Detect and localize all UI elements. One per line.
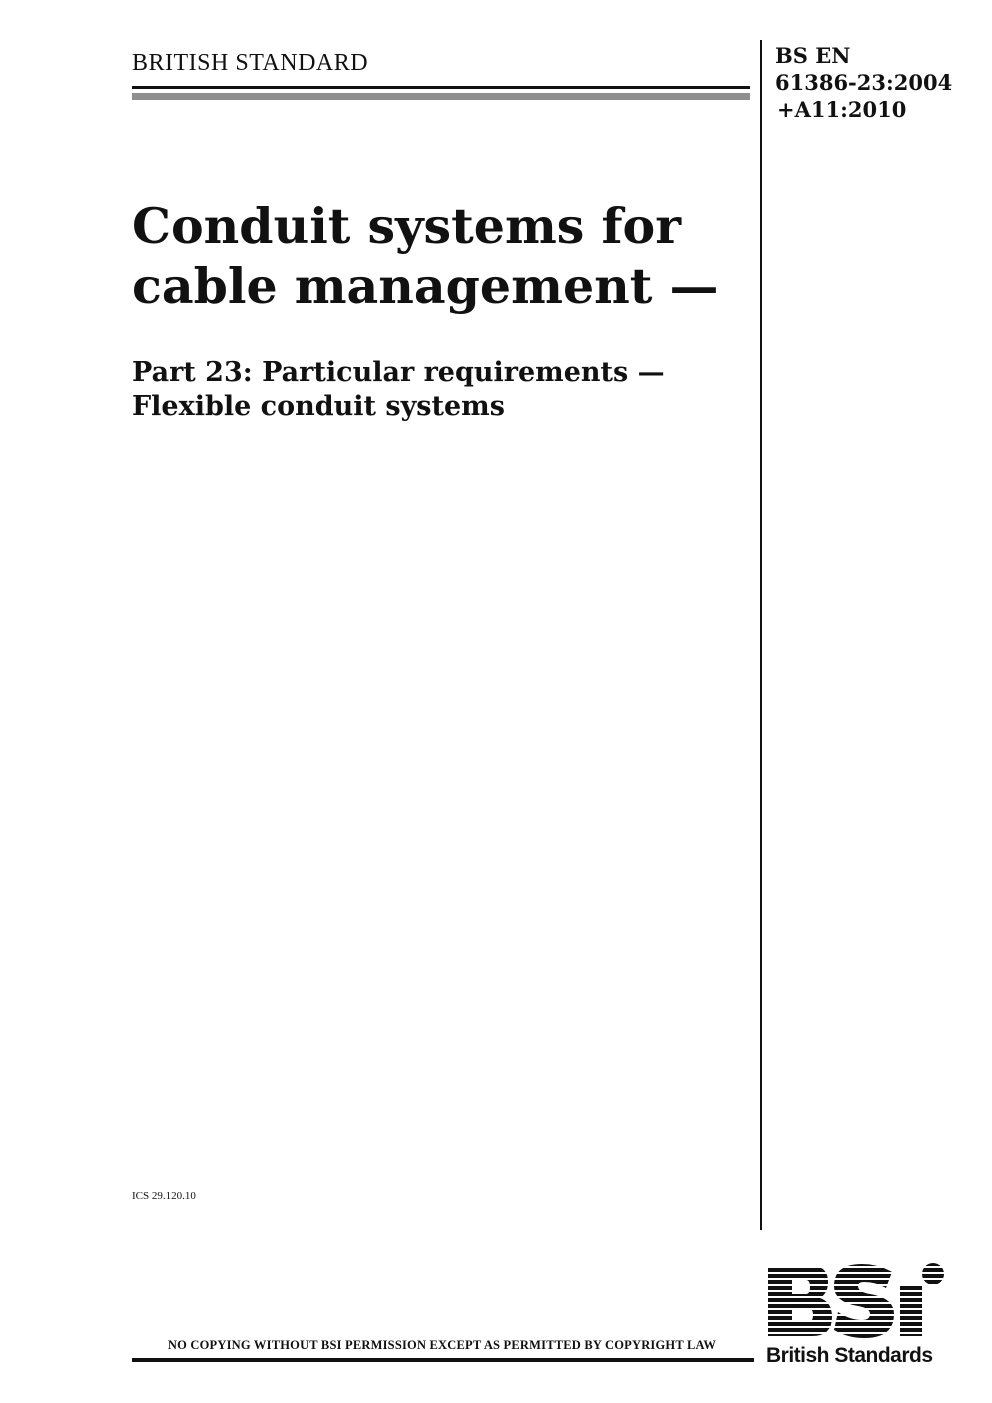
subtitle-line2: Flexible conduit systems xyxy=(132,391,505,422)
ics-code: ICS 29.120.10 xyxy=(132,1190,196,1202)
logo-caption: British Standards xyxy=(766,1344,933,1367)
document-number-line1: BS EN xyxy=(775,43,851,68)
document-number xyxy=(775,42,952,123)
header-rule-dark xyxy=(132,86,750,89)
header-rule-grey xyxy=(132,93,750,100)
title-line2: cable management — xyxy=(132,257,719,315)
page-title xyxy=(132,196,742,316)
bsi-logo xyxy=(766,1262,946,1372)
bsi-logo-icon xyxy=(766,1262,946,1342)
vertical-divider xyxy=(760,40,762,1230)
page-subtitle xyxy=(132,356,742,424)
title-line1: Conduit systems for xyxy=(132,197,682,255)
footer-rule xyxy=(132,1358,754,1362)
copyright-notice: NO COPYING WITHOUT BSI PERMISSION EXCEPT AS PERMITTED BY COPYRIGHT LAW xyxy=(167,1338,717,1352)
document-number-amendment: +A11:2010 xyxy=(777,97,907,122)
subtitle-line1: Part 23: Particular requirements — xyxy=(132,357,665,388)
series-label: BRITISH STANDARD xyxy=(132,50,369,76)
document-number-line2: 61386-23:2004 xyxy=(775,70,953,95)
